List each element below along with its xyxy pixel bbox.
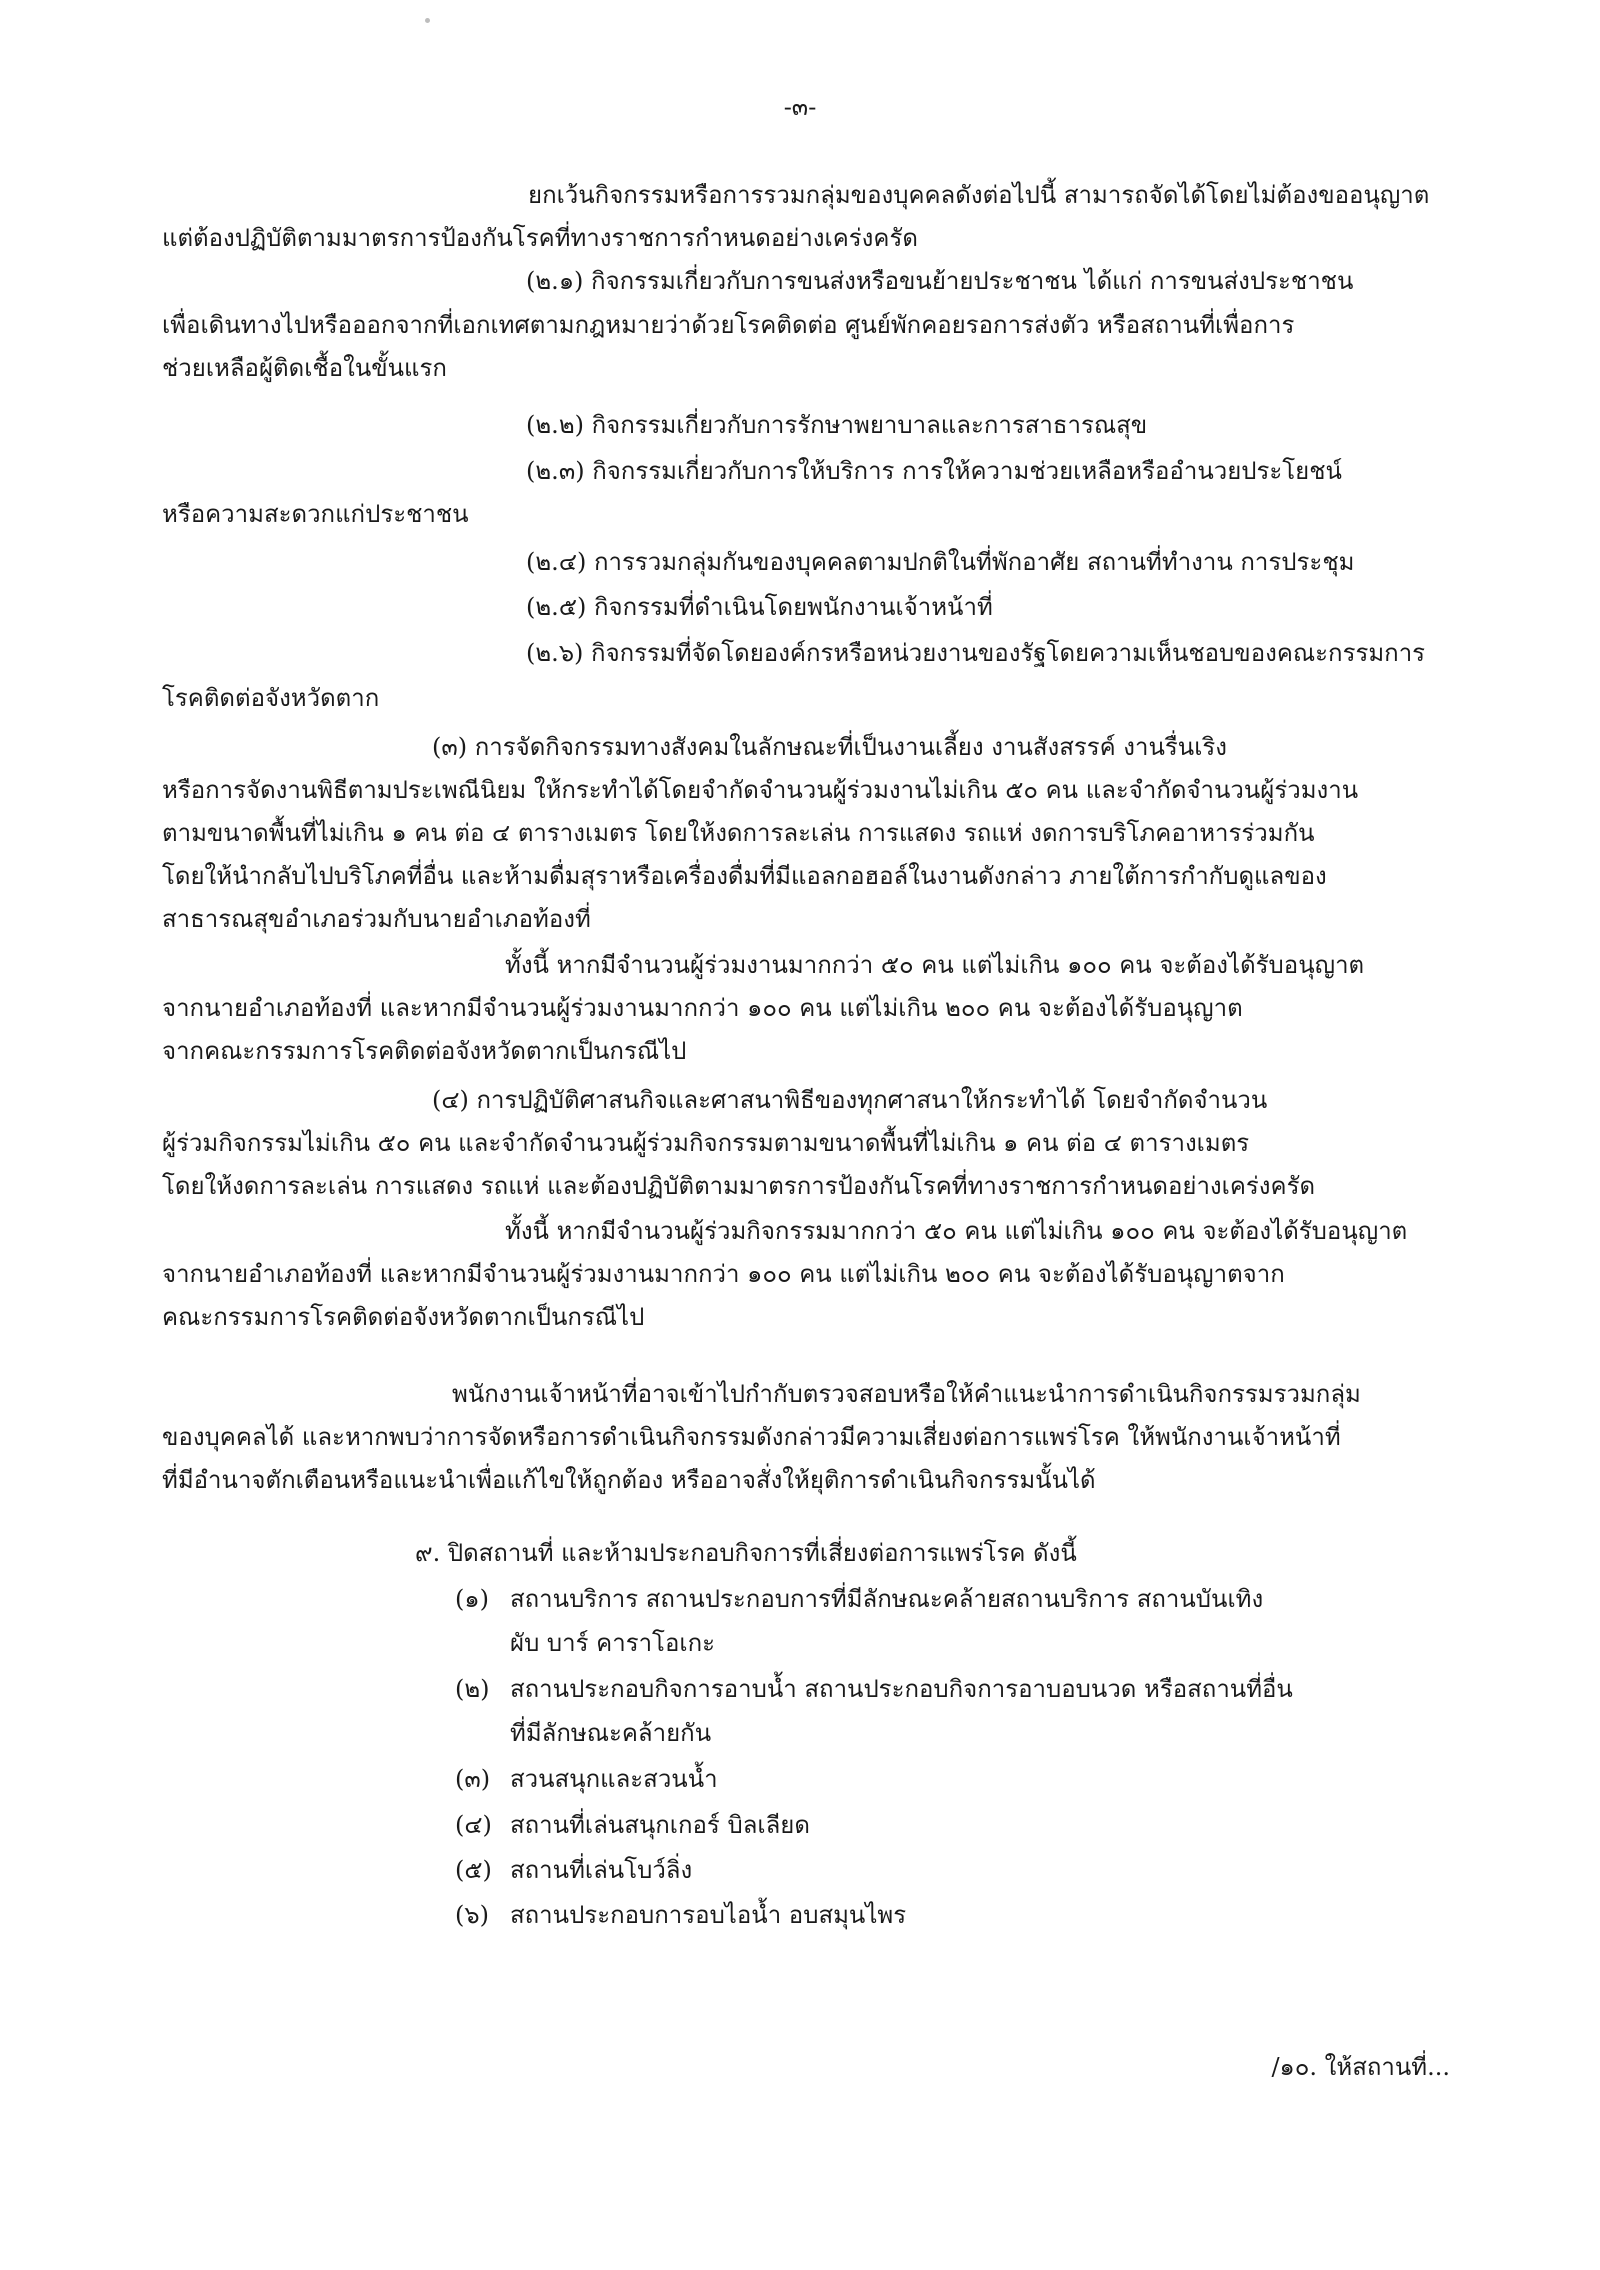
officer-line-2: ของบุคคลได้ และหากพบว่าการจัดหรือการดำเนินกิจกรรมดังกล่าวมีความเสี่ยงต่อการแพร่โรค ให้พนักงานเจ้าหน้าที่ (162, 1423, 1341, 1451)
intro-line-1: ยกเว้นกิจกรรมหรือการรวมกลุ่มของบุคคลดังต่อไปนี้ สามารถจัดได้โดยไม่ต้องขออนุญาต (528, 181, 1430, 209)
item-2-1-line-3: ช่วยเหลือผู้ติดเชื้อในขั้นแรก (162, 354, 447, 382)
officer-line-1: พนักงานเจ้าหน้าที่อาจเข้าไปกำกับตรวจสอบหรือให้คำแนะนำการดำเนินกิจกรรมรวมกลุ่ม (452, 1380, 1361, 1408)
section-9-item-4-number: (๔) (455, 1811, 492, 1839)
section-9-item-2-line-1: สถานประกอบกิจการอาบน้ำ สถานประกอบกิจการอาบอบนวด หรือสถานที่อื่น (510, 1675, 1293, 1703)
item-3-line-1: (๓) การจัดกิจกรรมทางสังคมในลักษณะที่เป็นงานเลี้ยง งานสังสรรค์ งานรื่นเริง (432, 733, 1228, 761)
officer-line-3: ที่มีอำนาจตักเตือนหรือแนะนำเพื่อแก้ไขให้ถูกต้อง หรืออาจสั่งให้ยุติการดำเนินกิจกรรมนั้นได้ (162, 1466, 1096, 1494)
item-4-note-line-2: จากนายอำเภอท้องที่ และหากมีจำนวนผู้ร่วมงานมากกว่า ๑๐๐ คน แต่ไม่เกิน ๒๐๐ คน จะต้องได้รับอนุญาตจาก (162, 1260, 1285, 1288)
item-3-note-line-3: จากคณะกรรมการโรคติดต่อจังหวัดตากเป็นกรณีไป (162, 1037, 687, 1065)
continuation-marker: /๑๐. ให้สถานที่... (1271, 2053, 1450, 2081)
section-9-item-6: สถานประกอบการอบไอน้ำ อบสมุนไพร (510, 1901, 907, 1929)
section-9-item-3-number: (๓) (455, 1765, 491, 1793)
section-9-title: ๙. ปิดสถานที่ และห้ามประกอบกิจการที่เสี่ยงต่อการแพร่โรค ดังนี้ (415, 1539, 1077, 1567)
intro-line-2: แต่ต้องปฏิบัติตามมาตรการป้องกันโรคที่ทางราชการกำหนดอย่างเคร่งครัด (162, 224, 918, 252)
item-4-line-2: ผู้ร่วมกิจกรรมไม่เกิน ๕๐ คน และจำกัดจำนวนผู้ร่วมกิจกรรมตามขนาดพื้นที่ไม่เกิน ๑ คน ต่อ ๔ ตารางเมตร (162, 1129, 1250, 1157)
page-number: -๓- (783, 93, 817, 121)
item-4-line-1: (๔) การปฏิบัติศาสนกิจและศาสนาพิธีของทุกศาสนาให้กระทำได้ โดยจำกัดจำนวน (432, 1086, 1268, 1114)
section-9-item-3: สวนสนุกและสวนน้ำ (510, 1765, 718, 1793)
item-3-line-5: สาธารณสุขอำเภอร่วมกับนายอำเภอท้องที่ (162, 905, 591, 933)
item-4-note-line-1: ทั้งนี้ หากมีจำนวนผู้ร่วมกิจกรรมมากกว่า ๕๐ คน แต่ไม่เกิน ๑๐๐ คน จะต้องได้รับอนุญาต (505, 1217, 1408, 1245)
item-2-2: (๒.๒) กิจกรรมเกี่ยวกับการรักษาพยาบาลและการสาธารณสุข (526, 411, 1148, 439)
item-2-1-line-2: เพื่อเดินทางไปหรือออกจากที่เอกเทศตามกฎหมายว่าด้วยโรคติดต่อ ศูนย์พักคอยรอการส่งตัว หรือสถานที่เพื่อการ (162, 311, 1295, 339)
section-9-item-6-number: (๖) (455, 1901, 489, 1929)
item-3-line-3: ตามขนาดพื้นที่ไม่เกิน ๑ คน ต่อ ๔ ตารางเมตร โดยให้งดการละเล่น การแสดง รถแห่ งดการบริโภคอาหารร่วมกัน (162, 819, 1315, 847)
scan-speck (425, 18, 430, 23)
item-3-line-2: หรือการจัดงานพิธีตามประเพณีนิยม ให้กระทำได้โดยจำกัดจำนวนผู้ร่วมงานไม่เกิน ๕๐ คน และจำกัดจำนวนผู้ร่วมงาน (162, 776, 1359, 804)
item-4-note-line-3: คณะกรรมการโรคติดต่อจังหวัดตากเป็นกรณีไป (162, 1303, 645, 1331)
section-9-item-1-number: (๑) (455, 1585, 489, 1613)
item-3-note-line-2: จากนายอำเภอท้องที่ และหากมีจำนวนผู้ร่วมงานมากกว่า ๑๐๐ คน แต่ไม่เกิน ๒๐๐ คน จะต้องได้รับอนุญาต (162, 994, 1243, 1022)
section-9-item-5-number: (๕) (455, 1856, 492, 1884)
item-2-3-line-1: (๒.๓) กิจกรรมเกี่ยวกับการให้บริการ การให้ความช่วยเหลือหรืออำนวยประโยชน์ (526, 457, 1342, 485)
section-9-item-4: สถานที่เล่นสนุกเกอร์ บิลเลียด (510, 1811, 810, 1839)
item-2-3-line-2: หรือความสะดวกแก่ประชาชน (162, 500, 469, 528)
item-2-6-line-1: (๒.๖) กิจกรรมที่จัดโดยองค์กรหรือหน่วยงานของรัฐโดยความเห็นชอบของคณะกรรมการ (526, 639, 1426, 667)
section-9-item-1-line-1: สถานบริการ สถานประกอบการที่มีลักษณะคล้ายสถานบริการ สถานบันเทิง (510, 1585, 1264, 1613)
section-9-item-2-number: (๒) (455, 1675, 490, 1703)
item-3-note-line-1: ทั้งนี้ หากมีจำนวนผู้ร่วมงานมากกว่า ๕๐ คน แต่ไม่เกิน ๑๐๐ คน จะต้องได้รับอนุญาต (505, 951, 1365, 979)
item-2-1-line-1: (๒.๑) กิจกรรมเกี่ยวกับการขนส่งหรือขนย้ายประชาชน ได้แก่ การขนส่งประชาชน (526, 267, 1354, 295)
section-9-item-1-line-2: ผับ บาร์ คาราโอเกะ (510, 1629, 715, 1657)
section-9-item-5: สถานที่เล่นโบว์ลิ่ง (510, 1856, 693, 1884)
item-2-5: (๒.๕) กิจกรรมที่ดำเนินโดยพนักงานเจ้าหน้าที่ (526, 593, 993, 621)
section-9-item-2-line-2: ที่มีลักษณะคล้ายกัน (510, 1719, 712, 1747)
item-2-4: (๒.๔) การรวมกลุ่มกันของบุคคลตามปกติในที่พักอาศัย สถานที่ทำงาน การประชุม (526, 548, 1355, 576)
item-4-line-3: โดยให้งดการละเล่น การแสดง รถแห่ และต้องปฏิบัติตามมาตรการป้องกันโรคที่ทางราชการกำหนดอย่างเคร่งครัด (162, 1172, 1316, 1200)
item-3-line-4: โดยให้นำกลับไปบริโภคที่อื่น และห้ามดื่มสุราหรือเครื่องดื่มที่มีแอลกอฮอล์ในงานดังกล่าว ภายใต้การกำกับดูแลของ (162, 862, 1327, 890)
item-2-6-line-2: โรคติดต่อจังหวัดตาก (162, 684, 380, 712)
